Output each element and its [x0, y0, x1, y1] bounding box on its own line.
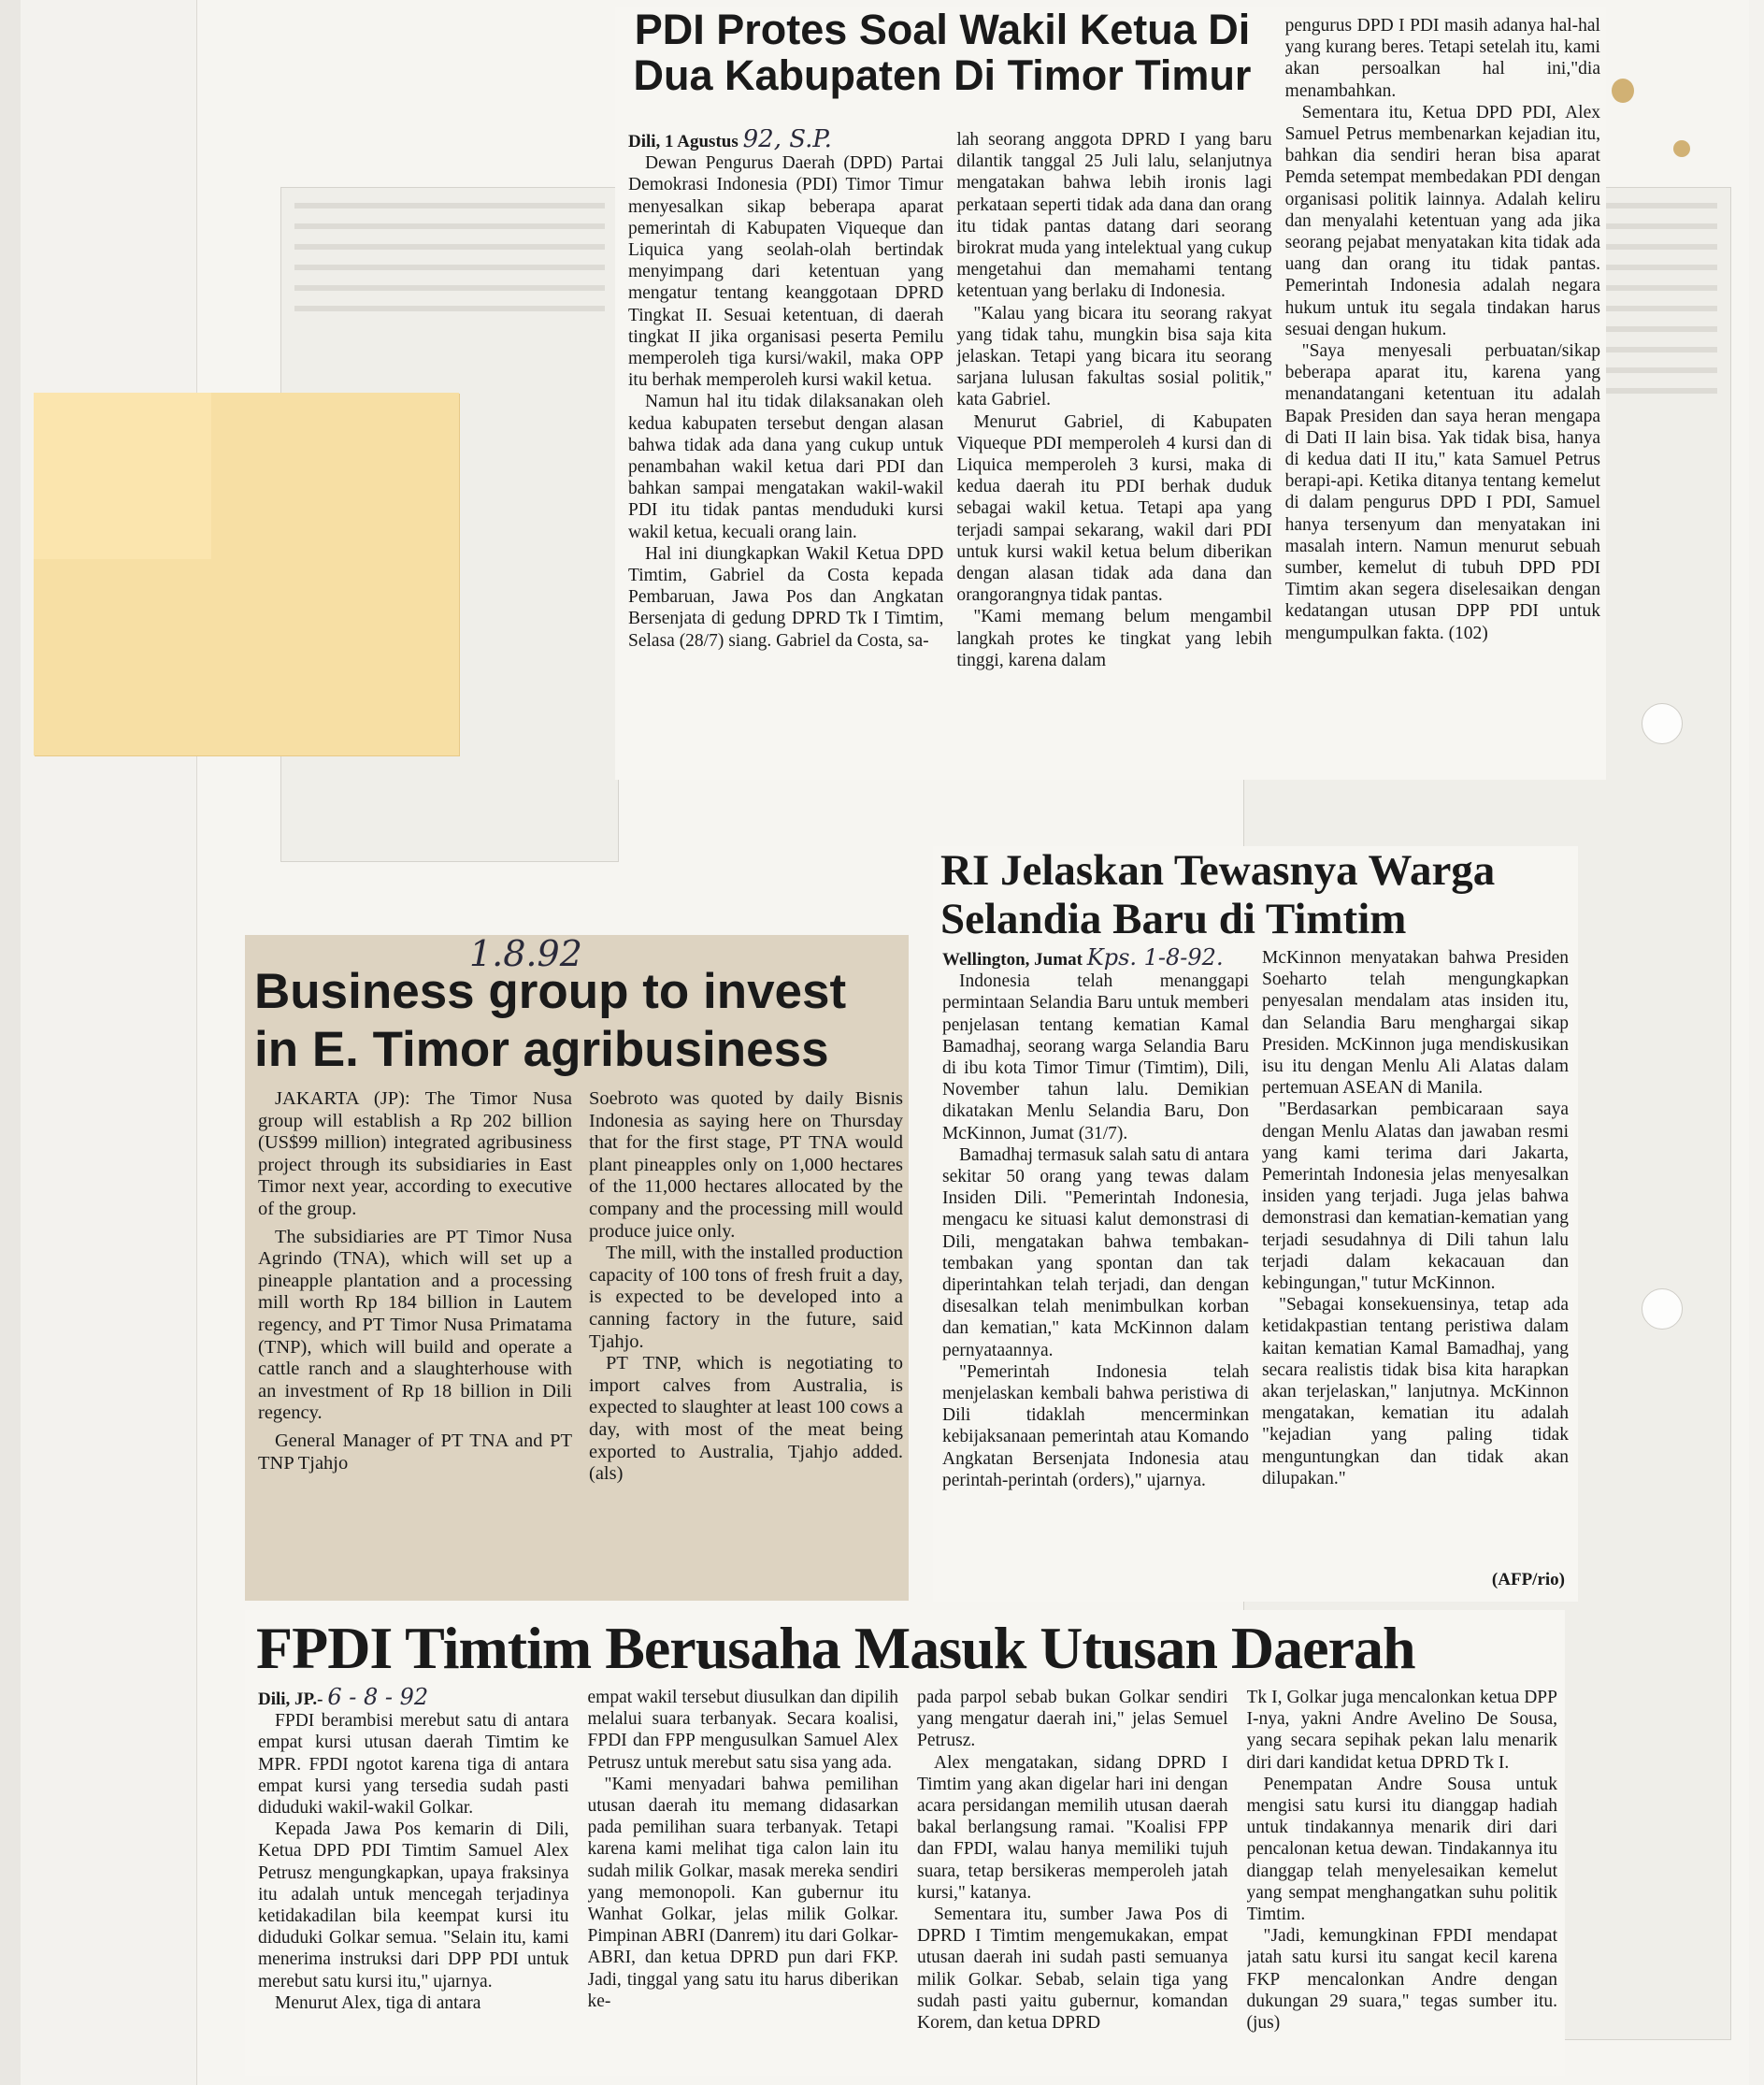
headline-line-2: in E. Timor agribusiness [254, 1022, 829, 1077]
paragraph: PT TNP, which is negotiating to import calves from Australia, is expected to slaughter at least 100 cows a day, with most of the meat being exported to Australia, Tjahjo added. (als) [589, 1353, 903, 1485]
handwritten-date: 92, S.P. [742, 129, 832, 153]
paragraph: Hal ini diungkapkan Wakil Ketua DPD Timtim, Gabriel da Costa kepada Pembaruan, Jawa Pos dan Angkatan Bersenjata di gedung DPRD Tk I Timtim, Selasa (28/7) siang. Gabriel da Costa, sa- [628, 543, 944, 651]
sticky-note-fold [34, 393, 211, 559]
headline-pdi-protes [624, 7, 1260, 98]
signoff: (AFP/rio) [1491, 1570, 1565, 1589]
dateline: Dili, 1 Agustus [628, 132, 739, 151]
paragraph: Penempatan Andre Sousa untuk mengisi satu kursi itu dianggap hadiah untuk tindakannya menarik diri dari pencalonan ketua dewan. Tindakannya itu dianggap telah menyelesaikan kemelut yang sempat menghangatkan suhu politik Timtim. [1246, 1774, 1557, 1925]
article4-column-4 [1247, 1687, 1558, 2076]
paragraph: pengurus DPD I PDI masih adanya hal-hal yang kurang beres. Tetapi setelah itu, kami akan persoalkan hal ini,"dia menambahkan. [1284, 16, 1600, 101]
paragraph: Soebroto was quoted by daily Bisnis Indonesia as saying here on Thursday that for the first stage, PT TNA would plant pineapples only on 1,000 hectares of the 11,000 hectares allocated by the company and the processing mill would produce juice only. [589, 1088, 903, 1242]
article1-column-2 [956, 129, 1271, 780]
headline-line-1: Business group to invest [254, 964, 847, 1019]
headline-line-2: Dua Kabupaten Di Timor Timur [633, 50, 1252, 99]
paragraph: Sementara itu, Ketua DPD PDI, Alex Samuel Petrus membenarkan kejadian itu, bahkan dia sendiri heran bisa aparat Pemda setempat membedakan PDI dengan organisasi politik lainnya. Adalah keliru dan menyalahi ketentuan yang ada jika seorang pejabat menyatakan kita tidak ada uang dan orang itu tidak pantas. Pemerintah Indonesia adalah negara hukum untuk itu segala tindakan harus sesuai dengan hukum. [1284, 102, 1600, 339]
paragraph: Indonesia telah menanggapi permintaan Selandia Baru untuk memberi penjelasan tentang kematian Kamal Bamadhaj, seorang warga Selandia Baru di ibu kota Timor Timur (Timtim), Dili, November tahun lalu. Demikian dikatakan Menlu Selandia Baru, Don McKinnon, Jumat (31/7). [942, 971, 1249, 1143]
clipping-pdi-protes [615, 7, 1606, 780]
dateline: Dili, JP.- [258, 1690, 323, 1709]
article4-column-2 [588, 1687, 899, 2076]
article4-column-3 [917, 1687, 1228, 2076]
ink-stain [1612, 79, 1634, 103]
paragraph: Sementara itu, sumber Jawa Pos di DPRD I Timtim mengemukakan, empat utusan daerah ini sudah pasti semuanya milik Golkar. Sebab, selain tiga yang sudah pasti yaitu gubernur, komandan Korem, dan ketua DPRD [917, 1905, 1228, 2034]
article2-column-2 [589, 1088, 903, 1601]
paragraph: "Saya menyesali perbuatan/sikap beberapa aparat itu, karena yang menandatangani ketentuan itu adalah Bapak Presiden dan saya heran mengapa di Dati II lain bisa. Yak tidak bisa, hanya di kedua dati II itu," kata Samuel Petrus berapi-api. Ketika ditanya tentang kemelut di dalam pengurus DPD I PDI, Samuel hanya tersenyum dan menyatakan ini masalah intern. Namun menurut sebuah sumber, kemelut di tubuh DPD PDI Timtim akan segera diselesaikan dengan kedatangan utusan DPP PDI untuk mengumpulkan fakta. (102) [1284, 341, 1600, 643]
paragraph: Kepada Jawa Pos kemarin di Dili, Ketua DPD PDI Timtim Samuel Alex Petrusz mengungkapkan, upaya fraksinya itu adalah untuk mencegah terjadinya ketidakadilan bila keempat kursi itu diduduki Golkar semua. "Selain itu, kami menerima instruksi dari DPP PDI untuk merebut satu kursi itu," ujarnya. [258, 1819, 569, 1992]
paragraph: Dewan Pengurus Daerah (DPD) Partai Demokrasi Indonesia (PDI) Timor Timur menyesalkan sikap beberapa aparat pemerintah di Kabupaten Viqueque dan Liquica yang seolah-olah bertindak menyimpang dari ketentuan yang mengatur tentang keanggotaan DPRD Tingkat II. Sesuai ketentuan, di daerah tingkat II jika organisasi peserta Pemilu memperoleh tiga kursi/wakil, maka OPP itu berhak memperoleh kursi wakil ketua. [628, 153, 944, 391]
paragraph: Bamadhaj termasuk salah satu di antara sekitar 50 orang yang tewas dalam Insiden Dili. "Pemerintah Indonesia, mengacu ke situasi kalut demonstrasi di Dili, mengatakan bahwa tembakan-tembakan yang spontan dan tak diperintahkan telah terjadi, dan dengan disesalkan telah menimbulkan korban dan kematian," kata McKinnon dalam pernyataannya. [942, 1144, 1249, 1360]
handwritten-date: 6 - 8 - 92 [327, 1687, 429, 1710]
paragraph: General Manager of PT TNA and PT TNP Tjahjo [258, 1430, 572, 1474]
headline-line-1: PDI Protes Soal Wakil Ketua Di [634, 7, 1251, 53]
paragraph: "Kami menyadari bahwa pemilihan utusan daerah itu memang didasarkan pada pemilihan suara terbanyak. Tetapi karena kami melihat tiga calon lain itu sudah milik Golkar, masak mereka sendiri yang memonopoli. Kan gubernur itu Wanhat Golkar, jelas milik Golkar. Pimpinan ABRI (Danrem) itu dari Golkar-ABRI, dan ketua DPRD pun dari FKP. Jadi, tinggal yang satu itu harus diberikan ke- [587, 1774, 898, 2011]
paragraph: "Jadi, kemungkinan FPDI mendapat jatah satu kursi itu sangat kecil karena FKP mencalonkan Andre dengan dukungan 29 suara," tegas sumber itu. (jus) [1246, 1926, 1557, 2034]
binder-hole [1642, 1288, 1683, 1330]
headline-line-2: Selandia Baru di Timtim [940, 895, 1407, 943]
paragraph: The mill, with the installed production capacity of 100 tons of fresh fruit a day, is expected to be developed into a canning factory in the future, said Tjahjo. [589, 1243, 903, 1352]
paragraph: FPDI berambisi merebut satu di antara empat kursi utusan daerah Timtim ke MPR. FPDI ngotot karena tiga di antara empat kursi yang tersedia sudah pasti diduduki wakil-wakil Golkar. [258, 1711, 569, 1819]
headline-line-1: RI Jelaskan Tewasnya Warga [940, 846, 1496, 895]
paragraph: "Sebagai konsekuensinya, tetap ada ketidakpastian tentang peristiwa dalam kaitan kematian Kamal Bamadhaj, yang secara realistis tidak bisa kita harapkan akan terjelaskan," lanjutnya. McKinnon mengatakan, kematian itu adalah "kejadian yang paling tidak menguntungkan dan tidak akan dilupakan." [1262, 1295, 1569, 1488]
paragraph: "Kalau yang bicara itu seorang rakyat yang tidak tahu, mungkin bisa saja kita jelaskan. Tetapi yang bicara itu seorang sarjana lulusan fakultas sosial politik," kata Gabriel. [956, 303, 1272, 410]
paragraph: Alex mengatakan, sidang DPRD I Timtim yang akan digelar hari ini dengan acara persidangan memilih utusan daerah bakal berlangsung ramai. "Koalisi FPP dan FPDI, walau hanya memiliki tujuh suara, tetap bersikeras memperoleh jatah kursi," katanya. [917, 1752, 1228, 1903]
article3-column-2 [1262, 947, 1569, 1566]
paragraph: "Berdasarkan pembicaraan saya dengan Menlu Alatas dan jawaban resmi yang kami terima dari Jakarta, Pemerintah Indonesia jelas menyesalkan insiden yang terjadi. Juga jelas bahwa demonstrasi dan kematian-kematian yang terjadi sesudahnya di Dili tahun lalu terjadi dalam kekacauan dan kebingungan," tutur McKinnon. [1262, 1100, 1569, 1294]
paragraph: lah seorang anggota DPRD I yang baru dilantik tanggal 25 Juli lalu, selanjutnya mengatakan bahwa lebih ironis lagi perkataan seperti tidak ada dana dan orang itu tidak pantas datang dari seorang birokrat muda yang intelektual yang cukup mengetahui dan memahami tentang ketentuan yang berlaku di Indonesia. [956, 130, 1272, 302]
handwritten-date: 1.8.92 [469, 935, 582, 974]
paragraph: Menurut Gabriel, di Kabupaten Viqueque PDI memperoleh 4 kursi dan di Liquica memperoleh 3 kursi, maka di kedua daerah itu PDI berhak duduk sebagai wakil ketua. Tetapi apa yang terjadi sampai sekarang, wakil dari PDI untuk kursi wakil ketua belum diberikan dengan alasan tidak ada dana dan orangorangnya tidak pantas. [956, 411, 1272, 606]
ink-stain [1673, 140, 1690, 157]
paragraph: JAKARTA (JP): The Timor Nusa group will establish a Rp 202 billion (US$99 million) integrated agribusiness project through its subsidiaries in East Timor next year, according to executive of the group. [258, 1088, 572, 1219]
paragraph: "Pemerintah Indonesia telah menjelaskan kembali bahwa peristiwa di Dili tidaklah mencerminkan kebijaksanaan pemerintah atau Komando Angkatan Bersenjata Indonesia atau perintah-perintah (orders)," ujarnya. [942, 1361, 1249, 1490]
handwritten-date: Kps. 1-8-92. [1086, 947, 1224, 971]
paragraph: Namun hal itu tidak dilaksanakan oleh kedua kabupaten tersebut dengan alasan bahwa tidak ada dana yang cukup untuk penambahan wakil ketua dari PDI dan bahkan sampai mengatakan wakil-wakil PDI itu tidak pantas menduduki kursi wakil ketua, kecuali orang lain. [628, 392, 944, 542]
dateline: Wellington, Jumat [942, 950, 1083, 970]
article1-column-3 [1285, 15, 1600, 780]
clipping-business-group [245, 935, 909, 1601]
paragraph: Menurut Alex, tiga di antara [275, 1992, 481, 2013]
paragraph: McKinnon menyatakan bahwa Presiden Soeharto telah mengungkapkan penyesalan mendalam atas insiden itu, dan Selandia Baru menghargai sikap Presiden. McKinnon juga mendiskusikan isu itu dengan Menlu Ali Alatas dalam pertemuan ASEAN di Manila. [1262, 948, 1569, 1099]
paragraph: "Kami memang belum mengambil langkah protes ke tingkat yang lebih tinggi, karena dalam [956, 607, 1272, 670]
article3-column-1 [942, 947, 1249, 1566]
paragraph: pada parpol sebab bukan Golkar sendiri yang mengatur daerah ini," jelas Semuel Petrusz. [917, 1688, 1228, 1751]
article4-column-1 [258, 1687, 569, 2076]
headline-fpdi: FPDI Timtim Berusaha Masuk Utusan Daerah [256, 1615, 1415, 1681]
paragraph: Tk I, Golkar juga mencalonkan ketua DPP I-nya, yakni Andre Avelino De Sousa, yang secara sepihak pekan lalu menarik diri dari kandidat ketua DPRD Tk I. [1246, 1688, 1557, 1773]
paragraph: empat wakil tersebut diusulkan dan dipilih melalui suara terbanyak. Secara koalisi, FPDI dan FPP mengusulkan Samuel Alex Petrusz untuk merebut satu sisa yang ada. [587, 1688, 898, 1773]
headline-business-group [254, 963, 899, 1079]
clipping-ri-jelaskan [933, 846, 1578, 1602]
article2-column-1 [258, 1088, 572, 1601]
clipping-fpdi-timtim [245, 1610, 1565, 2076]
headline-ri-jelaskan [940, 846, 1576, 943]
binder-hole [1642, 703, 1683, 744]
paragraph: The subsidiaries are PT Timor Nusa Agrindo (TNA), which will set up a pineapple plantation and a processing mill worth Rp 184 billion in Lautem regency, and PT Timor Nusa Primatama (TNP), which will build and operate a cattle ranch and a slaughterhouse with an investment of Rp 18 billion in Dili regency. [258, 1226, 572, 1424]
article1-column-1 [628, 129, 943, 780]
